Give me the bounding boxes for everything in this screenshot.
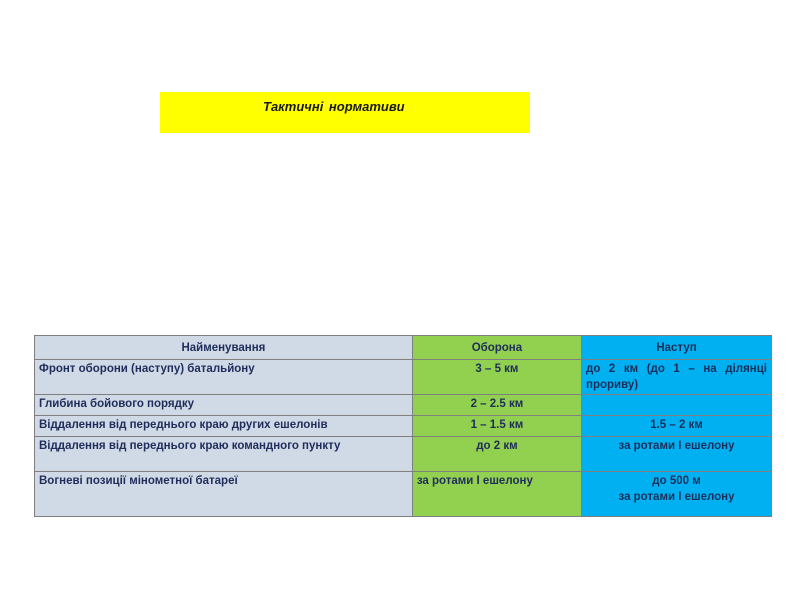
header-defense: Оборона [412,336,581,360]
cell-name: Вогневі позиції мінометної батареї [35,472,413,517]
header-offense: Наступ [582,336,772,360]
table-header-row [35,336,772,360]
title-banner [160,92,530,133]
table-row [35,360,772,395]
cell-defense: за ротами І ешелону [412,472,581,517]
cell-defense: 3 – 5 км [412,360,581,395]
cell-offense-line: за ротами І ешелону [618,491,735,503]
cell-offense: 1.5 – 2 км [582,416,772,437]
header-name: Найменування [35,336,413,360]
slide-title: Тактичні нормативи [263,99,405,114]
table-row [35,395,772,416]
cell-offense: за ротами І ешелону [582,437,772,472]
cell-name: Фронт оборони (наступу) батальйону [35,360,413,395]
cell-defense: 2 – 2.5 км [412,395,581,416]
table-row [35,416,772,437]
tactical-norms-table [34,335,772,517]
table-row [35,472,772,517]
cell-name: Віддалення від переднього краю командного пункту [35,437,413,472]
cell-name: Віддалення від переднього краю других ешелонів [35,416,413,437]
cell-defense: до 2 км [412,437,581,472]
cell-offense-line: до 500 м [652,475,701,487]
cell-offense [582,472,772,517]
cell-name: Глибина бойового порядку [35,395,413,416]
cell-offense [582,395,772,416]
cell-defense: 1 – 1.5 км [412,416,581,437]
cell-offense: до 2 км (до 1 – на ділянці прориву) [582,360,772,395]
table-row [35,437,772,472]
